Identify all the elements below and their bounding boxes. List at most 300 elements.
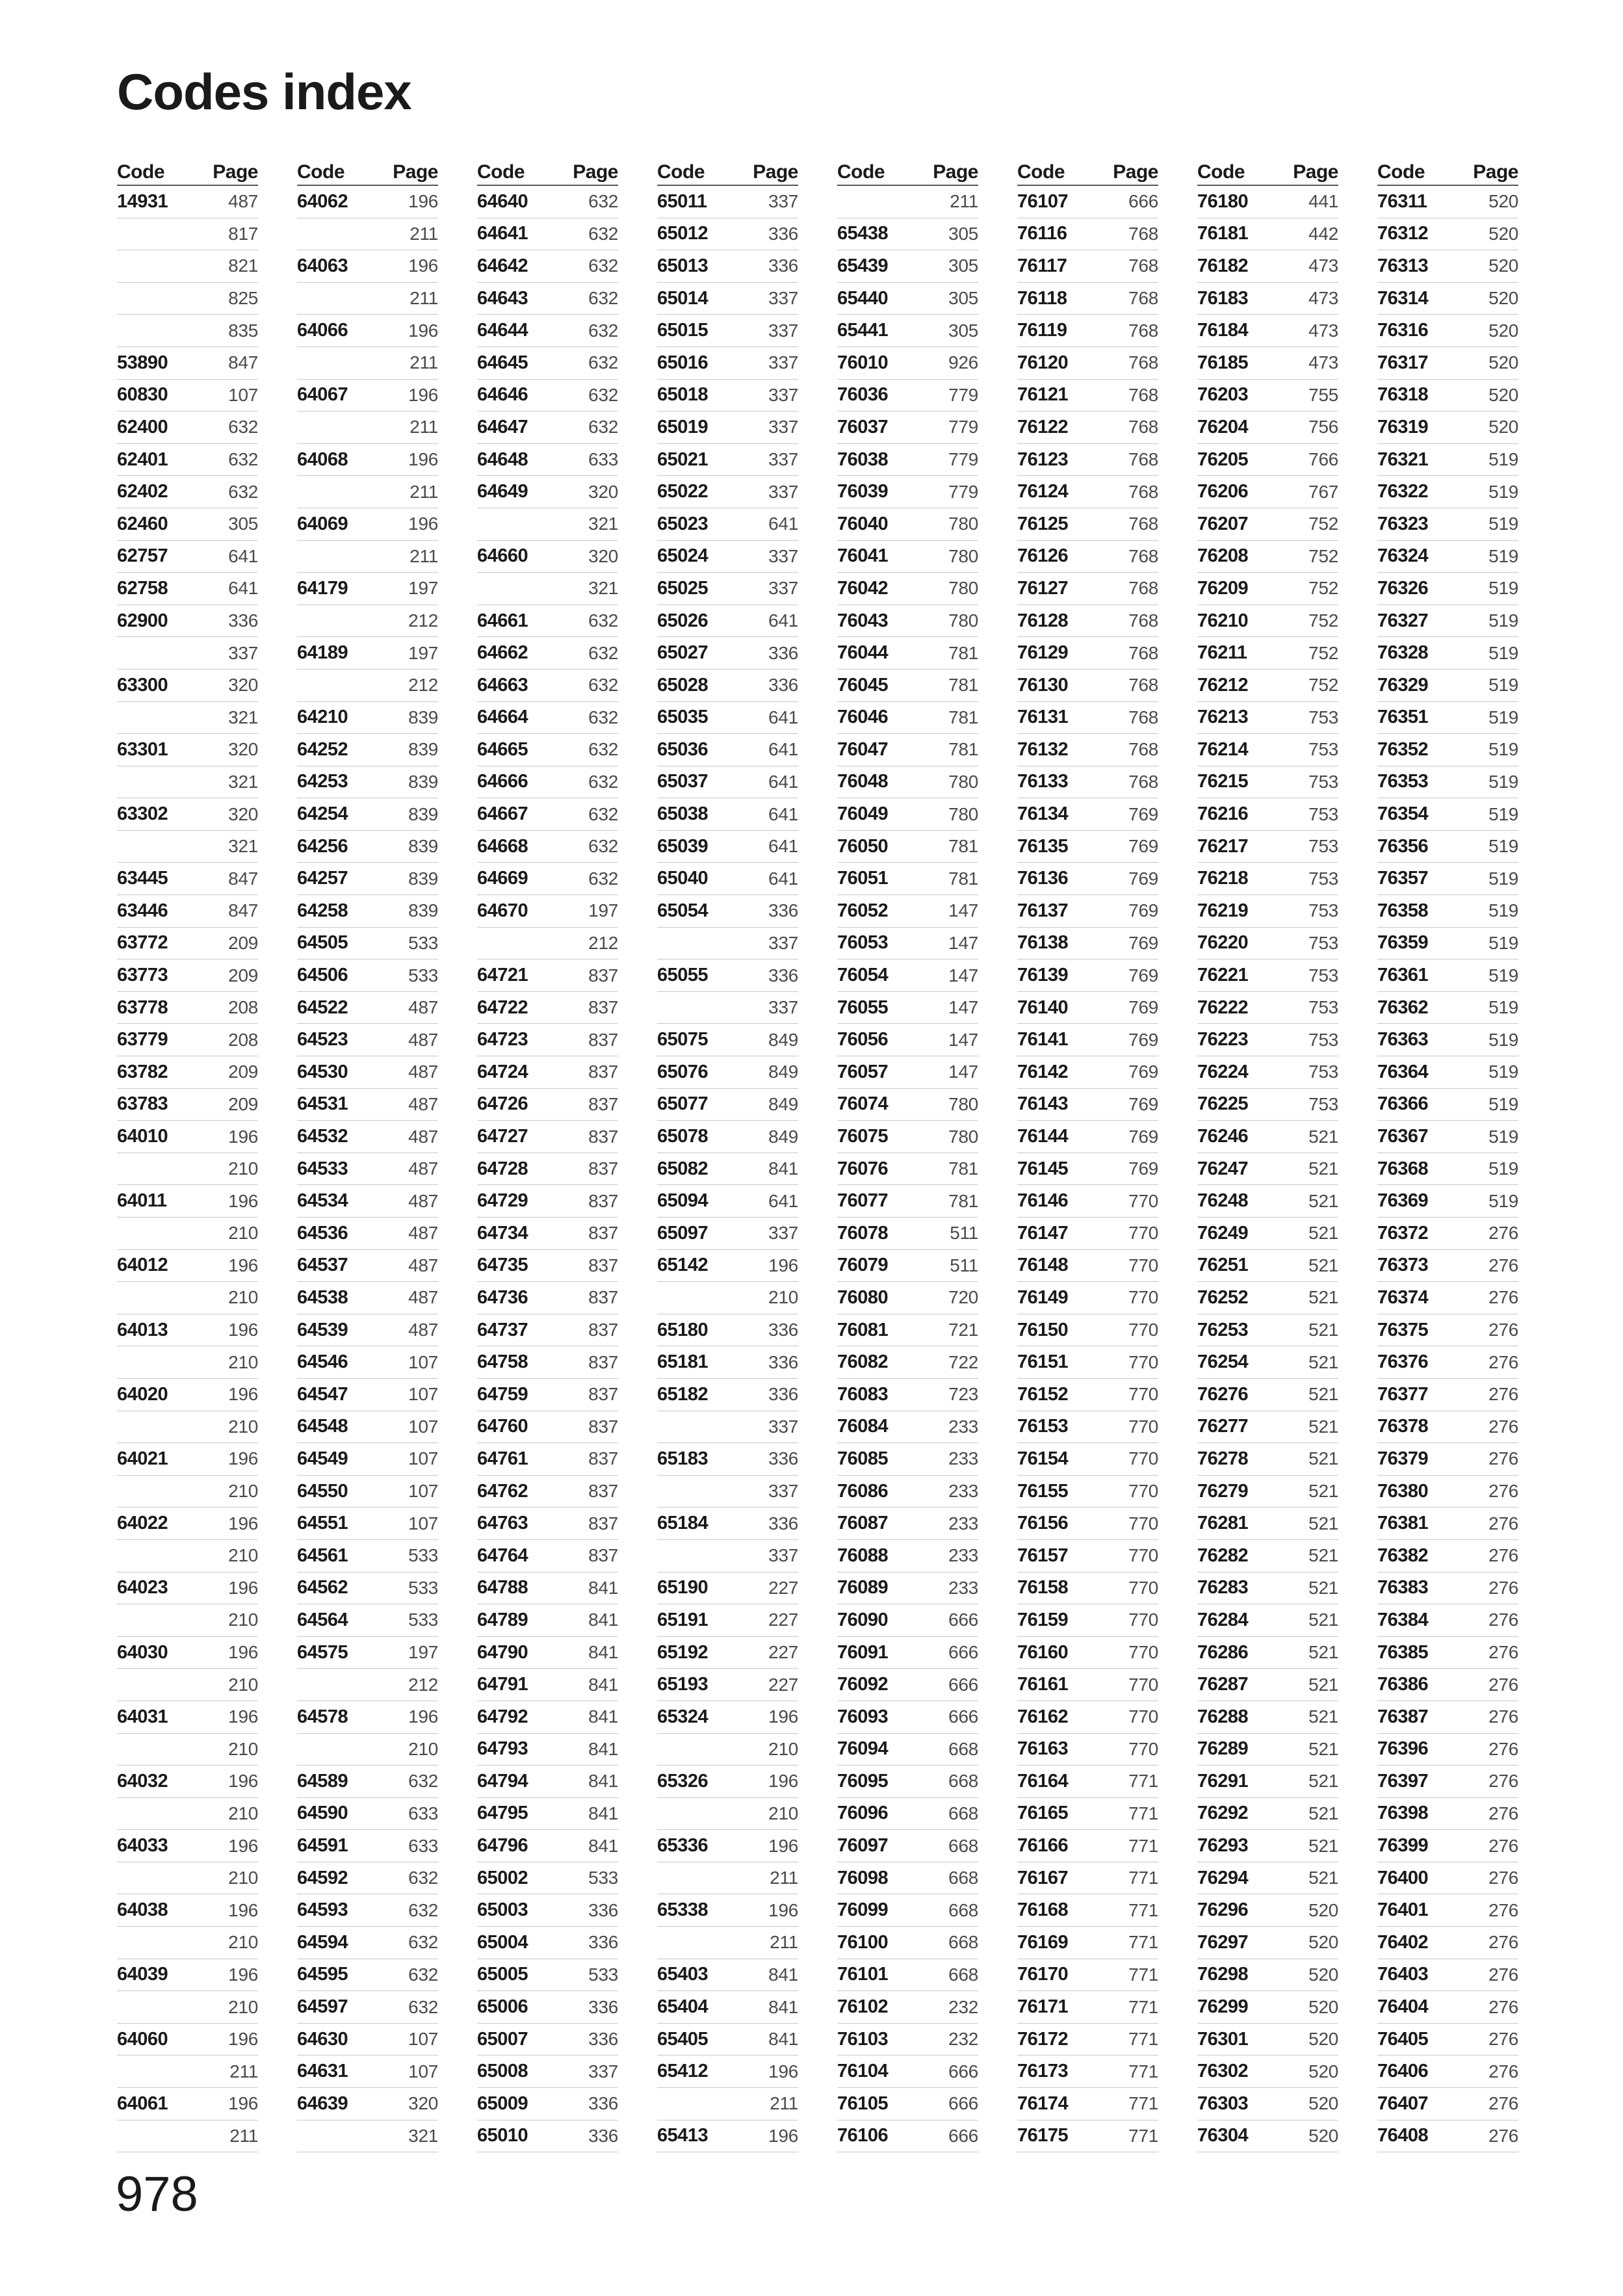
- table-row: [117, 831, 258, 863]
- table-row: [837, 766, 978, 799]
- page-reference: 768: [1128, 449, 1158, 470]
- code-header: Code: [477, 161, 525, 183]
- page-reference: 755: [1308, 384, 1338, 405]
- page-reference: 837: [588, 997, 618, 1018]
- product-code: 76134: [1017, 803, 1069, 825]
- product-code: 64791: [477, 1674, 528, 1695]
- page-reference: 233: [948, 1513, 978, 1533]
- table-row: [1377, 1056, 1518, 1089]
- page-reference: 770: [1128, 1223, 1158, 1244]
- table-row: [297, 1056, 438, 1089]
- product-code: 65022: [657, 481, 708, 502]
- table-row: [117, 670, 258, 702]
- table-row: [477, 2120, 618, 2153]
- product-code: 76253: [1197, 1319, 1249, 1340]
- page-reference: 753: [1308, 1062, 1338, 1082]
- table-row: [297, 2088, 438, 2120]
- table-row: [1377, 250, 1518, 283]
- table-row: [117, 1121, 258, 1153]
- product-code: 65005: [477, 1964, 528, 1985]
- table-row: [657, 637, 798, 670]
- table-row: [1017, 250, 1158, 283]
- product-code: 65180: [657, 1319, 708, 1340]
- page-reference: 336: [768, 900, 798, 921]
- product-code: 64631: [297, 2061, 348, 2082]
- product-code: 76077: [837, 1190, 889, 1212]
- page-reference: 632: [408, 1771, 438, 1792]
- product-code: 64538: [297, 1286, 348, 1308]
- table-row: [1377, 798, 1518, 831]
- page-reference: 441: [1308, 191, 1338, 212]
- product-code: 64735: [477, 1255, 528, 1276]
- table-row: [1377, 1250, 1518, 1283]
- product-code: 76221: [1197, 965, 1249, 986]
- column-header: [297, 157, 438, 186]
- page-reference: 320: [228, 675, 258, 696]
- product-code: 76180: [1197, 190, 1249, 212]
- table-row: [657, 2024, 798, 2056]
- page-reference: 771: [1128, 2093, 1158, 2114]
- table-row: [837, 1411, 978, 1444]
- table-row: [117, 380, 258, 412]
- page-reference: 209: [228, 1062, 258, 1082]
- table-row: [297, 1379, 438, 1411]
- page-reference: 752: [1308, 578, 1338, 599]
- table-row: [297, 186, 438, 218]
- page-reference: 305: [948, 255, 978, 276]
- page-reference: 212: [408, 610, 438, 631]
- table-row: [1197, 347, 1338, 380]
- product-code: 76157: [1017, 1545, 1069, 1566]
- page-reference: 196: [768, 1835, 798, 1856]
- table-row: [1017, 1830, 1158, 1862]
- product-code: 76125: [1017, 513, 1069, 534]
- page-reference: 766: [1308, 449, 1338, 470]
- table-row: [1017, 283, 1158, 315]
- page-reference: 837: [588, 1384, 618, 1405]
- product-code: 65007: [477, 2028, 528, 2050]
- page-reference: 632: [588, 610, 618, 631]
- table-row: [837, 605, 978, 638]
- product-code: 76205: [1197, 449, 1249, 470]
- page-reference: 196: [228, 2093, 258, 2114]
- product-code: 76055: [837, 997, 889, 1018]
- product-code: 65038: [657, 803, 708, 825]
- table-row: [837, 1540, 978, 1572]
- table-row: [1197, 702, 1338, 735]
- page-reference: 837: [588, 1287, 618, 1308]
- table-row: [1197, 1314, 1338, 1347]
- page-reference: 520: [1488, 417, 1518, 437]
- product-code: 76080: [837, 1286, 889, 1308]
- table-row: [117, 959, 258, 992]
- product-code: 64252: [297, 738, 348, 760]
- product-code: 64645: [477, 352, 528, 373]
- page-reference: 276: [1488, 1255, 1518, 1275]
- table-row: [117, 766, 258, 799]
- table-row: [477, 1701, 618, 1734]
- page-reference: 337: [768, 1481, 798, 1502]
- page-reference: 211: [229, 2061, 258, 2081]
- product-code: 65015: [657, 320, 708, 341]
- product-code: 65336: [657, 1835, 708, 1857]
- page-reference: 520: [1308, 1899, 1338, 1920]
- page-reference: 196: [408, 514, 438, 534]
- table-row: [1197, 928, 1338, 960]
- page-reference: 337: [768, 1223, 798, 1244]
- page-reference: 212: [408, 675, 438, 696]
- page-reference: 780: [948, 514, 978, 534]
- page-reference: 337: [768, 481, 798, 502]
- product-code: 60830: [117, 384, 168, 406]
- product-code: 65190: [657, 1577, 708, 1598]
- page-reference: 336: [588, 1996, 618, 2017]
- table-row: [477, 444, 618, 476]
- page-reference: 276: [1488, 1545, 1518, 1566]
- page-reference: 196: [228, 1448, 258, 1469]
- table-row: [1017, 702, 1158, 735]
- page-reference: 519: [1488, 514, 1518, 534]
- page-reference: 521: [1308, 1577, 1338, 1598]
- product-code: 76293: [1197, 1835, 1249, 1857]
- table-row: [1017, 831, 1158, 863]
- table-row: [1017, 1024, 1158, 1056]
- product-code: 76146: [1017, 1190, 1069, 1212]
- product-code: 64063: [297, 255, 348, 276]
- table-row: [657, 863, 798, 895]
- product-code: 76351: [1377, 707, 1429, 728]
- product-code: 64660: [477, 545, 528, 567]
- product-code: 76118: [1017, 287, 1067, 309]
- table-row: [297, 1185, 438, 1218]
- table-row: [657, 1121, 798, 1153]
- page-reference: 632: [588, 642, 618, 663]
- product-code: 76304: [1197, 2125, 1249, 2146]
- product-code: 76147: [1017, 1222, 1069, 1244]
- page-reference: 771: [1128, 1771, 1158, 1792]
- page-reference: 771: [1128, 2029, 1158, 2050]
- table-row: [297, 1346, 438, 1379]
- page-reference: 780: [948, 578, 978, 599]
- product-code: 76328: [1377, 642, 1429, 664]
- table-row: [117, 508, 258, 541]
- page-reference: 837: [588, 1481, 618, 1502]
- page-reference: 839: [408, 707, 438, 727]
- table-row: [297, 444, 438, 476]
- product-code: 64506: [297, 965, 348, 986]
- page-reference: 770: [1128, 1351, 1158, 1372]
- table-row: [1017, 734, 1158, 766]
- product-code: 64593: [297, 1899, 348, 1921]
- page-reference: 837: [588, 1190, 618, 1211]
- product-code: 76323: [1377, 513, 1429, 534]
- page-reference: 196: [408, 449, 438, 470]
- table-row: [657, 1411, 798, 1444]
- table-row: [657, 959, 798, 992]
- product-code: 76049: [837, 803, 889, 825]
- product-code: 76075: [837, 1126, 889, 1147]
- page-header: Page: [573, 161, 618, 183]
- page-reference: 487: [408, 1062, 438, 1082]
- product-code: 64021: [117, 1448, 168, 1469]
- product-code: 63302: [117, 803, 168, 825]
- page-reference: 210: [228, 1996, 258, 2017]
- page-reference: 276: [1488, 1448, 1518, 1469]
- page-header: Page: [1473, 161, 1518, 183]
- page-reference: 837: [588, 1351, 618, 1372]
- product-code: 76044: [837, 642, 889, 664]
- product-code: 64067: [297, 384, 348, 406]
- product-code: 76184: [1197, 320, 1249, 341]
- table-row: [477, 1540, 618, 1572]
- page-reference: 769: [1128, 803, 1158, 824]
- table-row: [1377, 1734, 1518, 1766]
- page-reference: 276: [1488, 1481, 1518, 1502]
- table-row: [477, 1185, 618, 1218]
- product-code: 64590: [297, 1803, 348, 1824]
- product-code: 76153: [1017, 1416, 1069, 1437]
- page-reference: 520: [1308, 2125, 1338, 2146]
- product-code: 65035: [657, 707, 708, 728]
- table-row: [1377, 863, 1518, 895]
- table-row: [657, 766, 798, 799]
- product-code: 64796: [477, 1835, 528, 1857]
- page-reference: 337: [768, 1416, 798, 1437]
- product-code: 76215: [1197, 771, 1249, 792]
- product-code: 76151: [1017, 1351, 1069, 1373]
- page-reference: 641: [768, 610, 798, 631]
- table-row: [117, 1056, 258, 1089]
- product-code: 64536: [297, 1222, 348, 1244]
- product-code: 76155: [1017, 1480, 1069, 1502]
- code-header: Code: [297, 161, 344, 183]
- page-reference: 208: [228, 1029, 258, 1050]
- page-reference: 337: [768, 578, 798, 599]
- table-row: [297, 1507, 438, 1540]
- product-code: 76247: [1197, 1158, 1249, 1179]
- table-row: [657, 444, 798, 476]
- table-row: [117, 928, 258, 960]
- table-row: [297, 380, 438, 412]
- page-reference: 276: [1488, 2029, 1518, 2050]
- page-reference: 632: [588, 417, 618, 437]
- page-reference: 769: [1128, 1062, 1158, 1082]
- column-header: [477, 157, 618, 186]
- product-code: 76093: [837, 1706, 889, 1727]
- table-row: [1017, 1701, 1158, 1734]
- product-code: 64664: [477, 707, 528, 728]
- page-reference: 487: [408, 1029, 438, 1050]
- table-row: [1017, 928, 1158, 960]
- table-row: [477, 734, 618, 766]
- product-code: 76166: [1017, 1835, 1069, 1857]
- page-reference: 632: [228, 417, 258, 437]
- product-code: 76038: [837, 449, 889, 470]
- table-row: [117, 1443, 258, 1476]
- product-code: 64728: [477, 1158, 528, 1179]
- table-row: [117, 218, 258, 251]
- product-code: 64662: [477, 642, 528, 664]
- page-reference: 212: [588, 932, 618, 953]
- product-code: 62900: [117, 610, 168, 631]
- product-code: 76144: [1017, 1126, 1069, 1147]
- table-row: [1017, 895, 1158, 928]
- table-row: [1017, 1411, 1158, 1444]
- table-row: [117, 1991, 258, 2024]
- page-reference: 780: [948, 803, 978, 824]
- table-row: [657, 1314, 798, 1347]
- product-code: 76143: [1017, 1093, 1069, 1115]
- page-reference: 521: [1308, 1545, 1338, 1566]
- page-reference: 211: [409, 352, 438, 373]
- page-reference: 337: [768, 1545, 798, 1566]
- table-row: [837, 1185, 978, 1218]
- page-reference: 926: [948, 352, 978, 373]
- page-reference: 210: [768, 1803, 798, 1823]
- page-reference: 770: [1128, 1610, 1158, 1630]
- page-reference: 147: [948, 932, 978, 953]
- page-reference: 521: [1308, 1223, 1338, 1244]
- page-reference: 841: [588, 1771, 618, 1792]
- product-code: 76324: [1377, 545, 1429, 567]
- product-code: 76291: [1197, 1770, 1249, 1792]
- page-reference: 666: [948, 2061, 978, 2081]
- page-reference: 209: [228, 932, 258, 953]
- table-row: [1017, 380, 1158, 412]
- product-code: 76206: [1197, 481, 1249, 502]
- page-reference: 211: [950, 191, 978, 212]
- table-row: [297, 573, 438, 605]
- product-code: 76281: [1197, 1513, 1249, 1534]
- table-row: [837, 1959, 978, 1992]
- product-code: 76321: [1377, 449, 1429, 470]
- product-code: 76169: [1017, 1931, 1069, 1953]
- page-reference: 839: [408, 803, 438, 824]
- page-reference: 305: [228, 514, 258, 534]
- page-reference: 837: [588, 1255, 618, 1275]
- product-code: 65078: [657, 1126, 708, 1147]
- page-reference: 521: [1308, 1610, 1338, 1630]
- product-code: 65037: [657, 771, 708, 792]
- page-reference: 752: [1308, 545, 1338, 566]
- table-row: [297, 2120, 438, 2153]
- page-reference: 768: [1128, 610, 1158, 631]
- page-reference: 210: [768, 1287, 798, 1308]
- table-row: [1017, 218, 1158, 251]
- product-code: 65441: [837, 320, 889, 341]
- page-reference: 770: [1128, 1255, 1158, 1275]
- table-row: [477, 218, 618, 251]
- page-reference: 107: [228, 384, 258, 405]
- page-reference: 227: [768, 1610, 798, 1630]
- product-code: 76302: [1197, 2061, 1249, 2082]
- table-row: [477, 1894, 618, 1927]
- table-row: [837, 734, 978, 766]
- page-reference: 196: [768, 2061, 798, 2081]
- page-reference: 837: [588, 1513, 618, 1533]
- table-row: [477, 1862, 618, 1895]
- table-row: [837, 1604, 978, 1637]
- page-reference: 720: [948, 1287, 978, 1308]
- table-row: [1377, 1024, 1518, 1056]
- table-row: [1377, 1540, 1518, 1572]
- product-code: 64550: [297, 1480, 348, 1502]
- page-reference: 632: [408, 1964, 438, 1985]
- page-reference: 841: [768, 2029, 798, 2050]
- table-row: [117, 1830, 258, 1862]
- product-code: 64644: [477, 320, 528, 341]
- table-row: [1197, 476, 1338, 508]
- product-code: 76249: [1197, 1222, 1249, 1244]
- table-row: [657, 1443, 798, 1476]
- product-code: 76362: [1377, 997, 1429, 1018]
- table-row: [1377, 1830, 1518, 1862]
- table-row: [837, 670, 978, 702]
- page-reference: 519: [1488, 965, 1518, 985]
- table-row: [837, 218, 978, 251]
- product-code: 76103: [837, 2028, 889, 2050]
- table-row: [117, 1766, 258, 1798]
- page-reference: 770: [1128, 1738, 1158, 1759]
- product-code: 65404: [657, 1996, 708, 2018]
- table-row: [1197, 1121, 1338, 1153]
- table-row: [837, 1830, 978, 1862]
- product-code: 64546: [297, 1351, 348, 1373]
- table-row: [1377, 1346, 1518, 1379]
- page-reference: 107: [408, 1448, 438, 1469]
- table-row: [1017, 1185, 1158, 1218]
- product-code: 64253: [297, 771, 348, 792]
- table-row: [1197, 1056, 1338, 1089]
- product-code: 65024: [657, 545, 708, 567]
- page-reference: 210: [408, 1738, 438, 1759]
- table-row: [657, 250, 798, 283]
- product-code: 53890: [117, 352, 168, 373]
- table-row: [1377, 315, 1518, 347]
- page-reference: 632: [228, 481, 258, 502]
- code-header: Code: [117, 161, 164, 183]
- product-code: 76298: [1197, 1964, 1249, 1985]
- table-row: [1017, 444, 1158, 476]
- table-row: [1197, 1443, 1338, 1476]
- page-header: Page: [753, 161, 798, 183]
- product-code: 64592: [297, 1867, 348, 1888]
- page-reference: 521: [1308, 1513, 1338, 1533]
- page-reference: 196: [228, 1126, 258, 1147]
- product-code: 64011: [117, 1190, 167, 1212]
- page-reference: 781: [948, 868, 978, 889]
- page-reference: 779: [948, 417, 978, 437]
- page-reference: 839: [408, 771, 438, 792]
- table-row: [1377, 1507, 1518, 1540]
- page-reference: 336: [768, 642, 798, 663]
- table-row: [1197, 380, 1338, 412]
- table-row: [657, 2120, 798, 2153]
- product-code: 76387: [1377, 1706, 1429, 1727]
- product-code: 64547: [297, 1383, 348, 1405]
- product-code: 76104: [837, 2061, 889, 2082]
- table-row: [1197, 1282, 1338, 1314]
- page-reference: 487: [408, 1158, 438, 1179]
- table-row: [1017, 1089, 1158, 1121]
- page-reference: 487: [408, 1287, 438, 1308]
- page-reference: 722: [948, 1351, 978, 1372]
- page-reference: 233: [948, 1416, 978, 1437]
- table-row: [1017, 798, 1158, 831]
- page-reference: 753: [1308, 771, 1338, 792]
- table-row: [477, 315, 618, 347]
- page-reference: 197: [588, 900, 618, 921]
